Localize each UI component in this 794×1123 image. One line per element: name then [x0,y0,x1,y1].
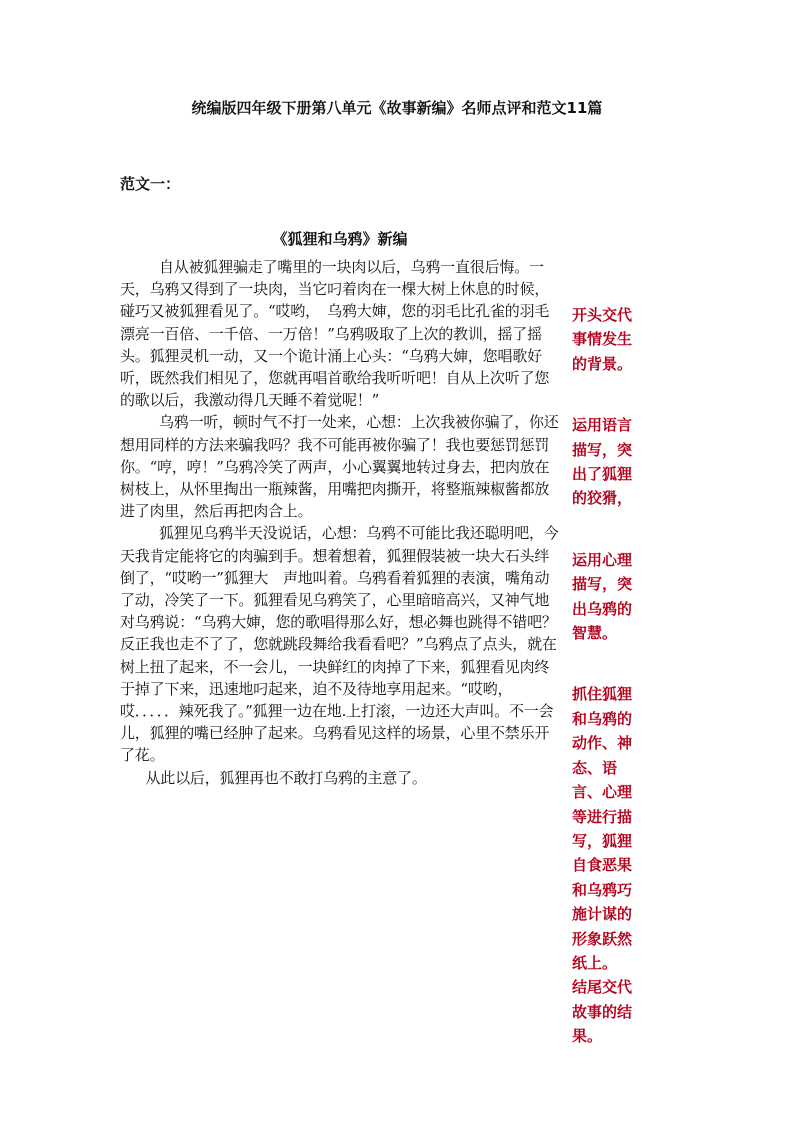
comment-portrayal: 抓住狐狸和乌鸦的动作、神态、语言、心理等进行描写，狐狸自食恶果和乌鸦巧施计谋的形象跃然纸上。 [572,685,633,972]
paragraph-4: 从此以后，狐狸再也不敢打乌鸦的主意了。 [145,768,427,787]
comment-psychology: 运用心理描写，突出乌鸦的智慧。 [572,550,633,643]
comment-language: 运用语言描写，突出了狐狸的狡猾， [572,416,633,508]
story-body [120,256,560,789]
paragraph-3: 狐狸见乌鸦半天没说话，心想：乌鸦不可能比我还聪明吧，今天我肯定能将它的肉骗到手。想着想着，狐狸假装被一块大石头绊倒了，“哎哟一”狐狸大 声地叫着。乌鸦看着狐狸的表演，嘴角动了动，冷笑了一下。狐狸看见乌鸦笑了，心里暗暗高兴，又神气地对乌鸦说：“乌鸦大婶，您的歌唱得那么好，想必舞也跳得不错吧？反正我也走不了了，您就跳段舞给我看看吧？”乌鸦点了点头，就在树上扭了起来，不一会儿，一块鲜红的肉掉了下来，狐狸看见肉终于掉了下来，迅速地叼起来，迫不及待地享用起来。“哎哟，哎．．．．．辣死我了。”狐狸一边在地.上打滚，一边还大声叫。不一会儿，狐狸的嘴已经肿了起来。乌鸦看见这样的场景，心里不禁乐开了花。 [120,524,559,765]
paragraph-2: 乌鸦一听，顿时气不打一处来，心想：上次我被你骗了，你还想用同样的方法来骗我吗？我不可能再被你骗了！我也要惩罚惩罚你。“哼，哼！”乌鸦冷笑了两声，小心翼翼地转过身去，把肉放在树枝上，从怀里掏出一瓶辣酱，用嘴把肉撕开，将整瓶辣椒酱都放进了肉里，然后再把肉合上。 [120,413,559,521]
comment-column [572,303,644,1049]
story-title: 《狐狸和乌鸦》新编 [272,230,408,248]
comment-opening: 开头交代事情发生的背景。 [572,306,633,373]
document-title: 统编版四年级下册第八单元《故事新编》名师点评和范文11篇 [191,99,603,117]
paragraph-1: 自从被狐狸骗走了嘴里的一块肉以后，乌鸦一直很后悔。一天，乌鸦又得到了一块肉，当它叼着肉在一棵大树上休息的时候，碰巧又被狐狸看见了。“哎哟， 乌鸦大婶，您的羽毛比孔雀的羽毛漂亮一百倍、一千倍、一万倍！”乌鸦吸取了上次的教训，摇了摇头。狐狸灵机一动，又一个诡计涌上心头：“乌鸦大婶，您唱歌好听，既然我们相见了，您就再唱首歌给我听听吧！自从上次听了您的歌以后，我激动得几天睡不着觉呢！” [120,258,550,410]
section-label: 范文一： [120,175,181,193]
comment-ending: 结尾交代故事的结果。 [572,978,633,1046]
